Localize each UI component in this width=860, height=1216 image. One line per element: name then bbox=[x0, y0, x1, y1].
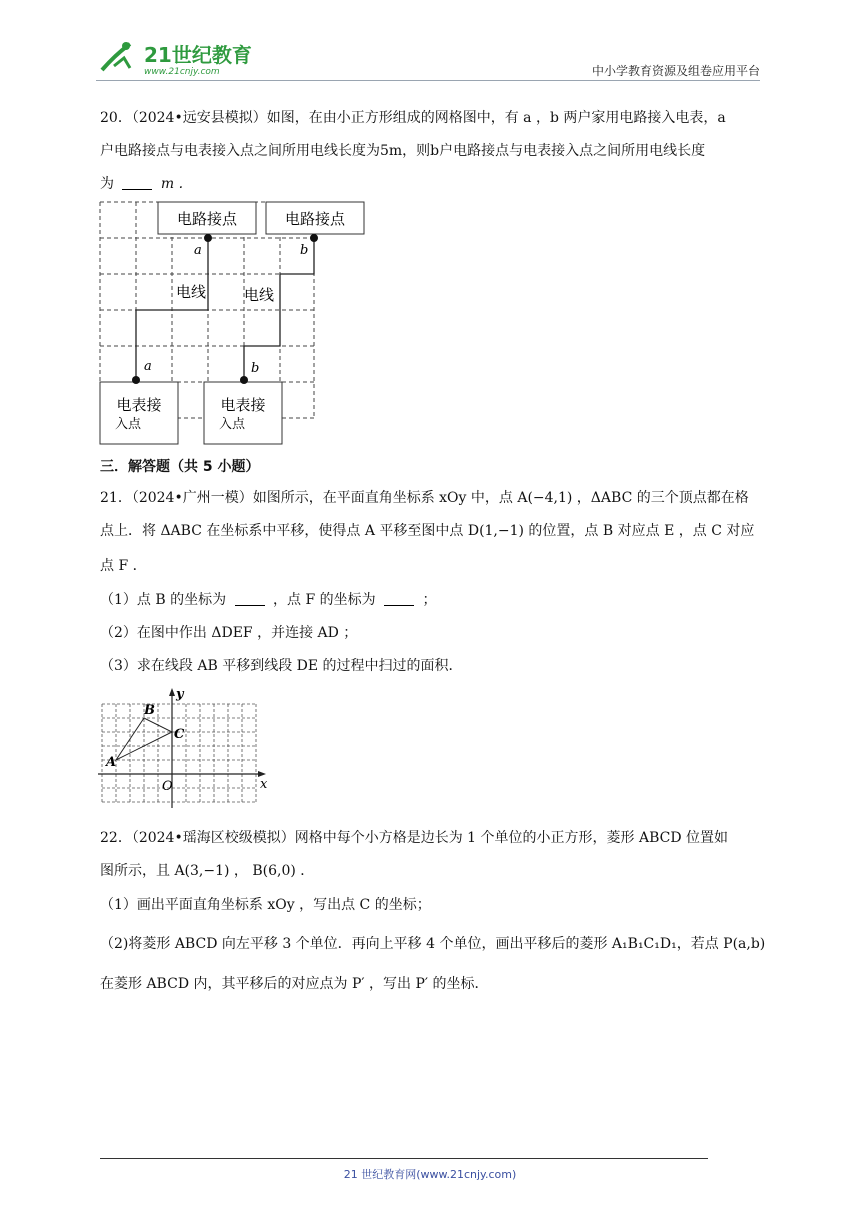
answer-blank bbox=[235, 591, 265, 606]
header-divider bbox=[96, 80, 760, 81]
q21-sub-1 bbox=[100, 590, 437, 610]
svg-text:电线: 电线 bbox=[244, 286, 275, 304]
q21-coordinate-figure bbox=[98, 684, 278, 816]
svg-text:入点: 入点 bbox=[218, 417, 246, 432]
q22-line-1: 22．（2024•瑶海区校级模拟）网格中每个小方格是边长为 1 个单位的小正方形，菱形 ABCD 位置如 bbox=[100, 830, 729, 846]
svg-text:电路接点: 电路接点 bbox=[284, 210, 346, 228]
svg-text:B: B bbox=[144, 703, 155, 718]
answer-blank bbox=[122, 175, 152, 190]
footer-divider bbox=[100, 1158, 708, 1159]
q20-line-3-pre: 为 bbox=[100, 176, 114, 192]
q21-line-3: 点 F ． bbox=[100, 558, 147, 574]
svg-text:电线: 电线 bbox=[176, 283, 207, 301]
svg-text:a: a bbox=[144, 359, 152, 374]
svg-text:电表接: 电表接 bbox=[116, 396, 162, 414]
q21-sub-1-mid: ，点 F 的坐标为 bbox=[273, 592, 376, 608]
svg-text:A: A bbox=[106, 755, 117, 770]
site-logo bbox=[96, 36, 256, 78]
logo-text: 21世纪教育 bbox=[144, 43, 252, 67]
q22-sub-2: （2)将菱形 ABCD 向左平移 3 个单位．再向上平移 4 个单位，画出平移后的菱形 A₁B₁C₁D₁，若点 P(a,b) bbox=[100, 936, 766, 952]
svg-text:b: b bbox=[251, 361, 260, 376]
footer-text: 21 世纪教育网(www.21cnjy.com) bbox=[343, 1168, 517, 1181]
svg-text:x: x bbox=[260, 777, 268, 792]
q21-line-2: 点上．将 ΔABC 在坐标系中平移，使得点 A 平移至图中点 D(1,−1) 的位置，点 B 对应点 E ，点 C 对应 bbox=[100, 523, 755, 539]
q22-sub-3: 在菱形 ABCD 内，其平移后的对应点为 P′ ，写出 P′ 的坐标． bbox=[100, 976, 489, 992]
q21-sub-3: （3）求在线段 AB 平移到线段 DE 的过程中扫过的面积． bbox=[100, 658, 463, 674]
q22-line-2: 图所示，且 A(3,−1) ， B(6,0) ． bbox=[100, 863, 315, 879]
q20-line-3 bbox=[100, 174, 183, 194]
q20-line-3-post: m . bbox=[160, 176, 184, 192]
q21-sub-1-post: ； bbox=[422, 592, 437, 608]
q22-sub-1: （1）画出平面直角坐标系 xOy ，写出点 C 的坐标； bbox=[100, 897, 431, 913]
answer-blank bbox=[384, 591, 414, 606]
q21-sub-1-pre: （1）点 B 的坐标为 bbox=[100, 592, 227, 608]
q20-grid-diagram bbox=[98, 200, 368, 449]
svg-text:入点: 入点 bbox=[114, 417, 142, 432]
q20-line-1: 20．（2024•远安县模拟）如图，在由小正方形组成的网格图中，有 a ，b 两户家用电路接入电表，a bbox=[100, 110, 726, 126]
wire-b bbox=[244, 238, 314, 380]
platform-name: 中小学教育资源及组卷应用平台 bbox=[591, 64, 760, 78]
section-heading: 三．解答题（共 5 小题） bbox=[100, 459, 260, 475]
svg-text:b: b bbox=[300, 243, 309, 258]
q21-sub-2: （2）在图中作出 ΔDEF ，并连接 AD ； bbox=[100, 625, 358, 641]
q21-line-1: 21．（2024•广州一模）如图所示，在平面直角坐标系 xOy 中，点 A(−4,1) ，ΔABC 的三个顶点都在格 bbox=[100, 490, 749, 506]
q20-line-2: 户电路接点与电表接入点之间所用电线长度为5m，则b户电路接点与电表接入点之间所用电线长度 bbox=[100, 143, 706, 159]
svg-text:电路接点: 电路接点 bbox=[176, 210, 238, 228]
svg-text:a: a bbox=[194, 243, 202, 258]
svg-text:C: C bbox=[174, 727, 185, 742]
svg-text:电表接: 电表接 bbox=[220, 396, 266, 414]
svg-text:y: y bbox=[176, 687, 184, 702]
logo-url: www.21cnjy.com bbox=[144, 67, 220, 77]
svg-text:O: O bbox=[162, 779, 173, 794]
